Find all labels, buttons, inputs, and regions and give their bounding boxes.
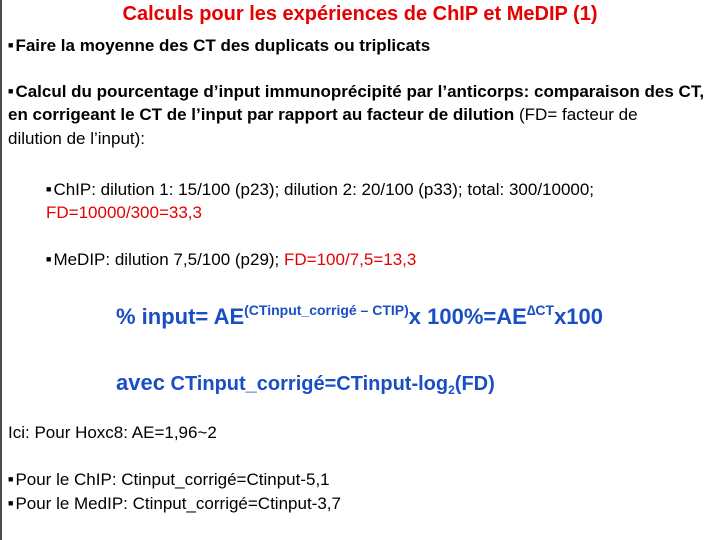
formula2-sub: 2 [448,383,455,397]
formula2-suffix: (FD) [454,373,495,395]
moyenne-text: Faire la moyenne des CT des duplicats ou triplicats [15,36,431,55]
formula1-sup2: ∆CT [526,302,555,318]
bullet-medip [46,248,416,271]
square-bullet-icon: ■ [46,184,52,194]
calcul-line3: dilution de l’input): [8,129,146,148]
calcul-line2-normal: (FD= facteur de [514,105,638,124]
square-bullet-icon: ■ [8,474,14,484]
bullet-pour-medip [8,492,341,515]
formula2-prefix: avec [116,370,165,395]
bullet-moyenne [8,34,430,57]
medip-fd: FD=100/7,5=13,3 [284,250,417,269]
formula2-body: CTinput_corrigé=CTinput-log [164,373,449,395]
bullet-chip [46,178,594,201]
formula1-prefix: % input= AE [116,304,245,329]
formula1-middle: x 100%=AE [408,304,527,329]
ici-line: Ici: Pour Hoxc8: AE=1,96~2 [8,423,217,442]
bullet-pour-chip [8,468,330,491]
pour-medip-text: Pour le MedIP: Ctinput_corrigé=Ctinput-3,7 [15,494,341,513]
chip-fd: FD=10000/300=33,3 [46,203,202,222]
slide-left-border [0,0,2,540]
pour-chip-text: Pour le ChIP: Ctinput_corrigé=Ctinput-5,1 [15,470,330,489]
calcul-line1: Calcul du pourcentage d’input immunoprécipité par l’anticorps: comparaison des CT, [15,82,705,101]
formula1-suffix: x100 [554,304,604,329]
formula-correction [116,370,495,403]
calcul-line2 [8,104,638,126]
medip-text: MeDIP: dilution 7,5/100 (p29); [53,250,285,269]
slide-title: Calculs pour les expériences de ChIP et MeDIP (1) [122,3,598,25]
chip-line1: ChIP: dilution 1: 15/100 (p23); dilution 2: 20/100 (p33); total: 300/10000; [53,180,595,199]
square-bullet-icon: ■ [8,86,14,96]
square-bullet-icon: ■ [46,254,52,264]
bullet-calcul [8,80,704,103]
calcul-line2-bold: en corrigeant le CT de l’input par rapport au facteur de dilution [8,105,515,124]
formula-percent-input [116,296,603,331]
square-bullet-icon: ■ [8,40,14,50]
formula1-sup1: (CTinput_corrigé – CTIP) [244,302,409,318]
square-bullet-icon: ■ [8,498,14,508]
